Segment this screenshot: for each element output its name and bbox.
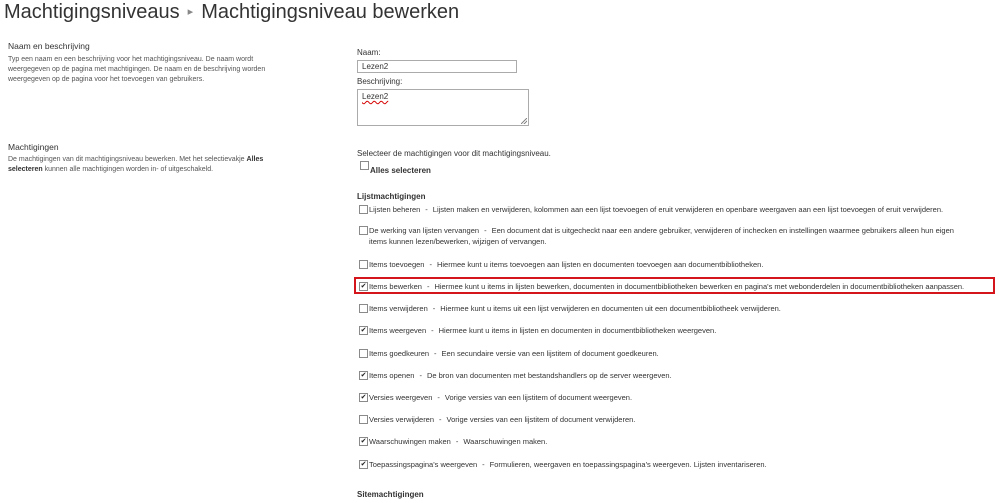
permission-separator: - xyxy=(432,304,436,313)
name-section-title: Naam en beschrijving xyxy=(8,41,90,51)
permission-checkbox[interactable]: ✔ xyxy=(360,327,367,334)
permission-separator: - xyxy=(426,282,430,291)
permission-name[interactable]: Items bewerken xyxy=(369,282,422,291)
permission-checkbox[interactable]: ✔ xyxy=(360,394,367,401)
resize-grip-icon[interactable] xyxy=(521,118,527,124)
permissions-description-text-end: kunnen alle machtigingen worden in- of uitgeschakeld. xyxy=(42,166,214,173)
permission-description: Waarschuwingen maken. xyxy=(463,437,548,446)
permission-description: Een document dat is uitgecheckt naar een andere gebruiker, verwijderen of inchecken en instellingen waarmee gebruikers alleen hun eigen items kunnen lezen/bewerken, wijzigen of vervangen. xyxy=(369,226,954,246)
permission-text xyxy=(369,392,969,403)
permission-name[interactable]: Versies verwijderen xyxy=(369,415,435,424)
permission-description: Hiermee kunt u items uit een lijst verwijderen en documenten uit een documentbibliotheek verwijderen. xyxy=(440,304,781,313)
description-field[interactable] xyxy=(357,89,529,126)
permission-checkbox[interactable] xyxy=(359,349,368,358)
permission-text xyxy=(369,325,969,336)
breadcrumb-separator-icon: ▸ xyxy=(187,6,194,18)
name-field[interactable]: Lezen2 xyxy=(357,60,517,73)
permission-separator: - xyxy=(429,260,432,269)
permission-separator: - xyxy=(419,371,422,380)
permissions-section-title: Machtigingen xyxy=(8,142,59,152)
permission-name[interactable]: Toepassingspagina's weergeven xyxy=(369,460,478,469)
permission-checkbox[interactable]: ✔ xyxy=(360,438,367,445)
permission-checkbox[interactable] xyxy=(359,304,368,313)
select-all-label: Alles selecteren xyxy=(370,166,431,175)
highlight-box xyxy=(354,277,995,294)
permission-description: Lijsten maken en verwijderen, kolommen aan een lijst toevoegen of eruit verwijderen en openbare weergaven aan een lijst toevoegen of eruit verwijderen. xyxy=(432,205,944,214)
page-title: Machtigingsniveau bewerken xyxy=(201,1,460,23)
permission-checkbox[interactable] xyxy=(359,260,368,269)
description-value: Lezen2 xyxy=(362,92,389,101)
permission-checkbox[interactable]: ✔ xyxy=(360,372,367,379)
permissions-section-description xyxy=(8,155,278,175)
permission-text xyxy=(369,259,969,270)
permission-text xyxy=(369,348,969,359)
site-permissions-heading: Sitemachtigingen xyxy=(357,490,424,499)
permission-separator: - xyxy=(484,226,487,235)
permission-separator: - xyxy=(431,326,434,335)
permission-name[interactable]: Items openen xyxy=(369,371,415,380)
name-section-description: Typ een naam en een beschrijving voor het machtigingsniveau. De naam wordt weergegeven op de pagina met machtigingen. De naam en de beschrijving worden weergegeven op de pagina voor het toevoegen van gebruikers. xyxy=(8,56,266,83)
permissions-description-bold: Alles selecteren xyxy=(8,156,264,173)
name-label: Naam: xyxy=(357,48,381,57)
list-permissions-heading: Lijstmachtigingen xyxy=(357,192,426,201)
permission-description: Hiermee kunt u items in lijsten en documenten in documentbibliotheken weergeven. xyxy=(438,326,717,335)
permission-separator: - xyxy=(434,349,437,358)
permission-separator: - xyxy=(437,393,440,402)
permission-text xyxy=(369,303,969,314)
permission-description: Een secundaire versie van een lijstitem of document goedkeuren. xyxy=(441,349,659,358)
permission-text xyxy=(369,204,969,215)
permissions-description-text: De machtigingen van dit machtigingsniveau bewerken. Met het selectievakje xyxy=(8,156,247,163)
permission-separator: - xyxy=(482,460,485,469)
permission-description: Vorige versies van een lijstitem of document weergeven. xyxy=(444,393,633,402)
permission-description: Formulieren, weergaven en toepassingspagina's weergeven. Lijsten inventariseren. xyxy=(489,460,767,469)
permission-text xyxy=(369,225,969,247)
permission-name[interactable]: Items weergeven xyxy=(369,326,427,335)
breadcrumb xyxy=(4,0,459,28)
permission-separator: - xyxy=(439,415,442,424)
permission-checkbox[interactable] xyxy=(359,415,368,424)
permission-checkbox[interactable]: ✔ xyxy=(360,461,367,468)
permission-text xyxy=(369,414,969,425)
permission-description: Vorige versies van een lijstitem of document verwijderen. xyxy=(446,415,636,424)
permission-name[interactable]: Waarschuwingen maken xyxy=(369,437,451,446)
permission-name[interactable]: Items toevoegen xyxy=(369,260,425,269)
permission-text xyxy=(369,459,969,470)
select-all-checkbox[interactable] xyxy=(360,161,369,170)
permission-separator: - xyxy=(425,205,428,214)
permission-name[interactable]: Items verwijderen xyxy=(369,304,428,313)
permission-checkbox[interactable] xyxy=(359,205,368,214)
description-label: Beschrijving: xyxy=(357,77,403,86)
permission-text xyxy=(369,370,969,381)
permission-name[interactable]: Versies weergeven xyxy=(369,393,433,402)
permission-description: Hiermee kunt u items in lijsten bewerken, documenten in documentbibliotheken bewerken en pagina's met webonderdelen in documentbibliotheken aanpassen. xyxy=(434,282,965,291)
permission-checkbox[interactable] xyxy=(359,226,368,235)
permissions-intro: Selecteer de machtigingen voor dit machtigingsniveau. xyxy=(357,149,551,158)
breadcrumb-parent-link[interactable]: Machtigingsniveaus xyxy=(4,1,180,23)
permission-description: De bron van documenten met bestandshandlers op de server weergeven. xyxy=(426,371,672,380)
permission-separator: - xyxy=(455,437,459,446)
permission-text xyxy=(369,436,969,447)
permission-checkbox[interactable]: ✔ xyxy=(360,283,367,290)
permission-name[interactable]: De werking van lijsten vervangen xyxy=(369,226,480,235)
permission-description: Hiermee kunt u items toevoegen aan lijsten en documenten toevoegen aan documentbibliotheken. xyxy=(436,260,764,269)
permission-name[interactable]: Lijsten beheren xyxy=(369,205,421,214)
permission-name[interactable]: Items goedkeuren xyxy=(369,349,430,358)
